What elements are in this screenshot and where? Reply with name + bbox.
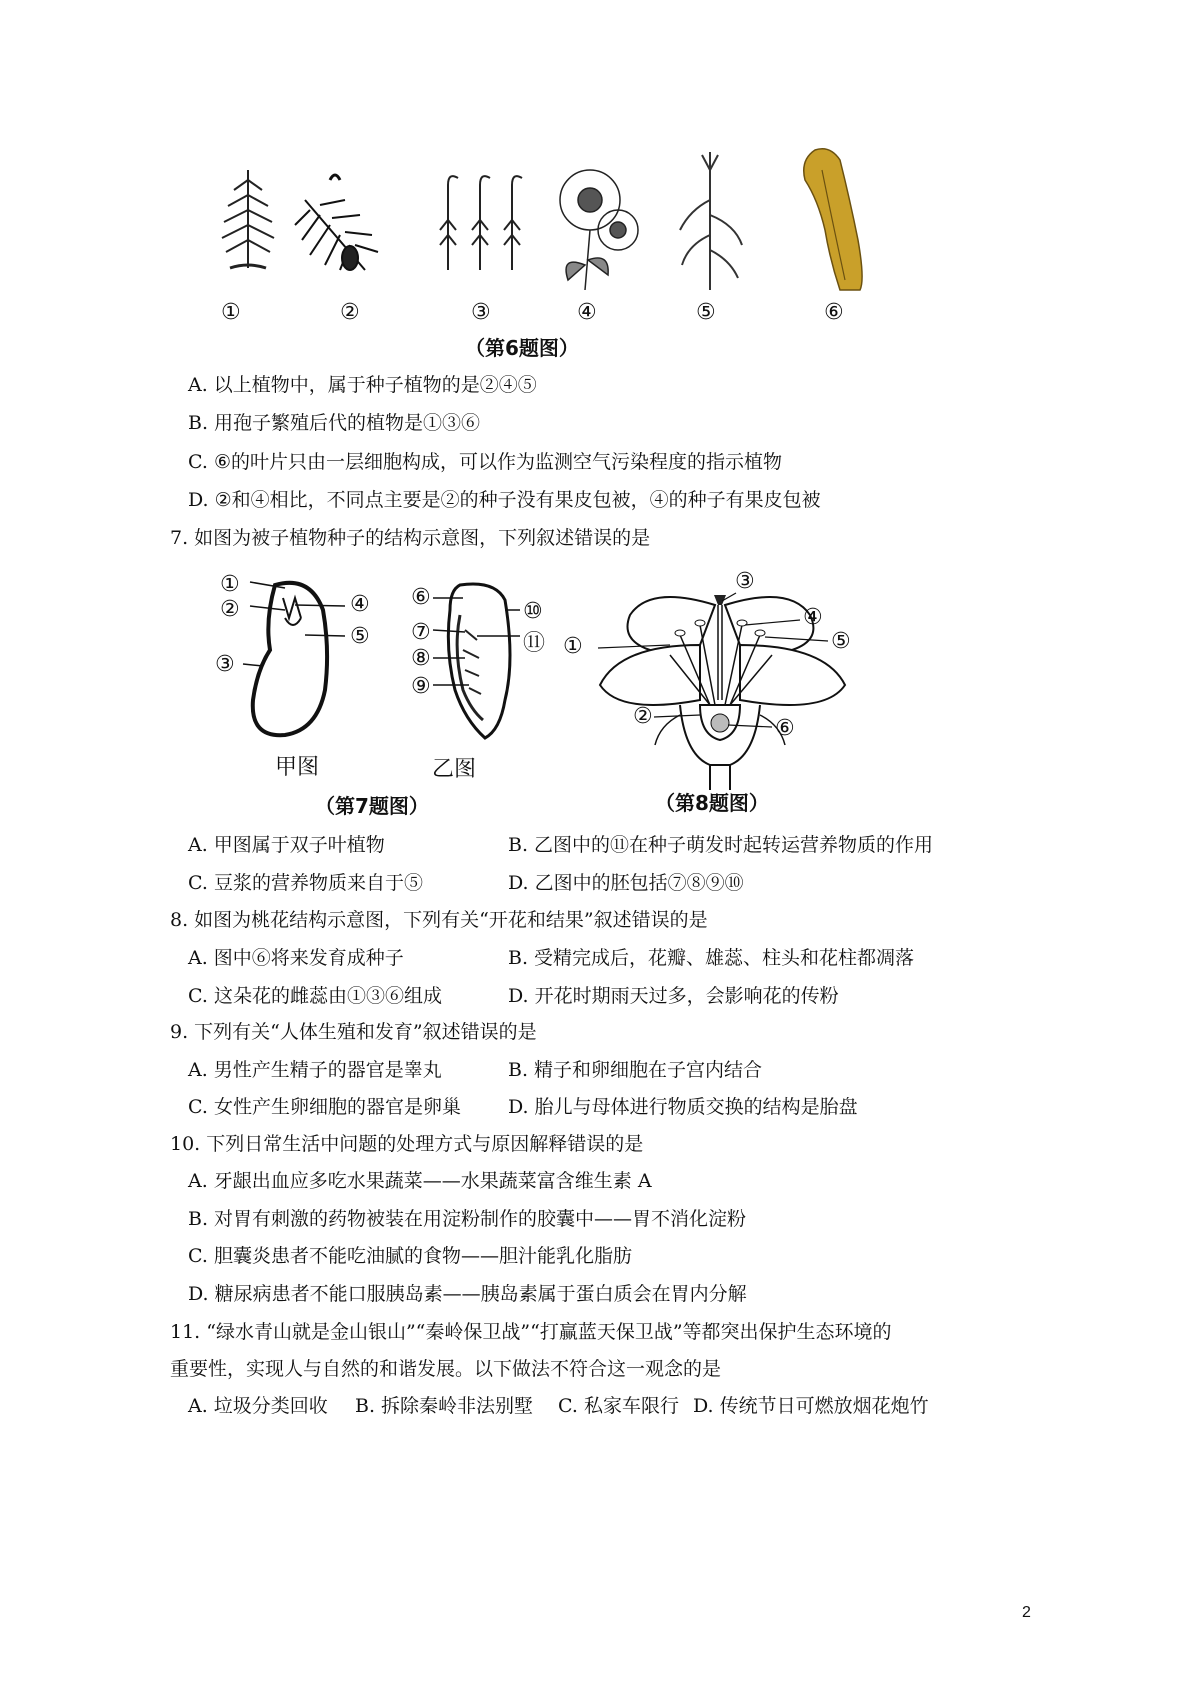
q8-option-c: C. 这朵花的雌蕊由①③⑥组成 [188,985,442,1007]
q10-option-b: B. 对胃有刺激的药物被装在用淀粉制作的胶囊中——胃不消化淀粉 [188,1208,747,1230]
fig8-label-4: ④ [803,605,823,630]
fig7-yi-label-8: ⑧ [411,646,431,671]
fig7-caption: （第7题图） [315,794,429,818]
fig6-caption: （第6题图） [465,336,579,360]
fig6-label-4: ④ [577,300,597,325]
q9-option-c: C. 女性产生卵细胞的器官是卵巢 [188,1096,461,1118]
q10-option-c: C. 胆囊炎患者不能吃油腻的食物——胆汁能乳化脂肪 [188,1245,632,1267]
moss-drawing [440,176,522,270]
q6-option-c: C. ⑥的叶片只由一层细胞构成，可以作为监测空气污染程度的指示植物 [188,451,782,473]
q11-option-a: A. 垃圾分类回收 [188,1395,328,1417]
fig7-yi-name: 乙图 [432,757,477,782]
fig7-yi-label-7: ⑦ [411,620,431,645]
fern-drawing [222,170,274,268]
q6-option-d: D. ②和④相比，不同点主要是②的种子没有果皮包被，④的种子有果皮包被 [188,489,821,511]
fig6-label-5: ⑤ [696,300,716,325]
fig8-label-6: ⑥ [775,716,795,741]
figure-8-peach-flower [560,565,880,795]
q9-option-d: D. 胎儿与母体进行物质交换的结构是胎盘 [508,1096,858,1118]
fig7-jia-name: 甲图 [275,755,320,780]
fig7-yi-label-6: ⑥ [411,585,431,610]
pine-drawing [295,175,378,270]
q8-option-b: B. 受精完成后，花瓣、雄蕊、柱头和花柱都凋落 [508,947,915,969]
q11-stem-line-2: 重要性，实现人与自然的和谐发展。以下做法不符合这一观念的是 [170,1358,722,1380]
fig7-jia-label-4: ④ [350,592,370,617]
q8-option-d: D. 开花时期雨天过多，会影响花的传粉 [508,985,839,1007]
fig8-label-3: ③ [735,569,755,594]
q7-option-a: A. 甲图属于双子叶植物 [188,834,385,856]
q7-stem: 7. 如图为被子植物种子的结构示意图，下列叙述错误的是 [170,527,651,549]
q6-option-a: A. 以上植物中，属于种子植物的是②④⑤ [188,374,537,396]
q10-option-d: D. 糖尿病患者不能口服胰岛素——胰岛素属于蛋白质会在胃内分解 [188,1283,747,1305]
kelp-drawing [804,149,862,290]
page-number: 2 [1022,1604,1031,1621]
fig8-caption: （第8题图） [655,791,769,815]
q9-option-a: A. 男性产生精子的器官是睾丸 [188,1059,442,1081]
q9-option-b: B. 精子和卵细胞在子宫内结合 [508,1059,763,1081]
fig6-label-1: ① [221,300,241,325]
fig7-yi-label-11: ⑪ [523,631,546,656]
fig7-jia-label-3: ③ [215,652,235,677]
fig8-label-5: ⑤ [831,629,851,654]
fig7-yi-label-9: ⑨ [411,674,431,699]
q8-option-a: A. 图中⑥将来发育成种子 [188,947,404,969]
q11-option-b: B. 拆除秦岭非法别墅 [355,1395,534,1417]
corn-drawing [680,152,742,290]
q7-option-b: B. 乙图中的⑪在种子萌发时起转运营养物质的作用 [508,834,934,856]
q7-option-c: C. 豆浆的营养物质来自于⑤ [188,872,423,894]
fig6-label-3: ③ [471,300,491,325]
q6-option-b: B. 用孢子繁殖后代的植物是①③⑥ [188,412,481,434]
fig7-jia-label-2: ② [220,597,240,622]
fig7-jia-label-1: ① [220,572,240,597]
q9-stem: 9. 下列有关“人体生殖和发育”叙述错误的是 [170,1021,537,1043]
q8-stem: 8. 如图为桃花结构示意图，下列有关“开花和结果”叙述错误的是 [170,909,708,931]
fig7-jia-label-5: ⑤ [350,624,370,649]
fig7-yi-label-10: ⑩ [523,599,543,624]
q11-stem-line-1: 11. “绿水青山就是金山银山”“秦岭保卫战”“打赢蓝天保卫战”等都突出保护生态环境的 [170,1321,892,1343]
sunflower-drawing [560,170,638,290]
fig6-label-6: ⑥ [824,300,844,325]
q10-option-a: A. 牙龈出血应多吃水果蔬菜——水果蔬菜富含维生素 A [188,1170,652,1192]
fig8-label-2: ② [633,704,653,729]
q7-option-d: D. 乙图中的胚包括⑦⑧⑨⑩ [508,872,744,894]
q11-option-d: D. 传统节日可燃放烟花炮竹 [693,1395,929,1417]
fig8-label-1: ① [563,634,583,659]
q10-stem: 10. 下列日常生活中问题的处理方式与原因解释错误的是 [170,1133,644,1155]
fig6-label-2: ② [340,300,360,325]
q11-option-c: C. 私家车限行 [558,1395,679,1417]
